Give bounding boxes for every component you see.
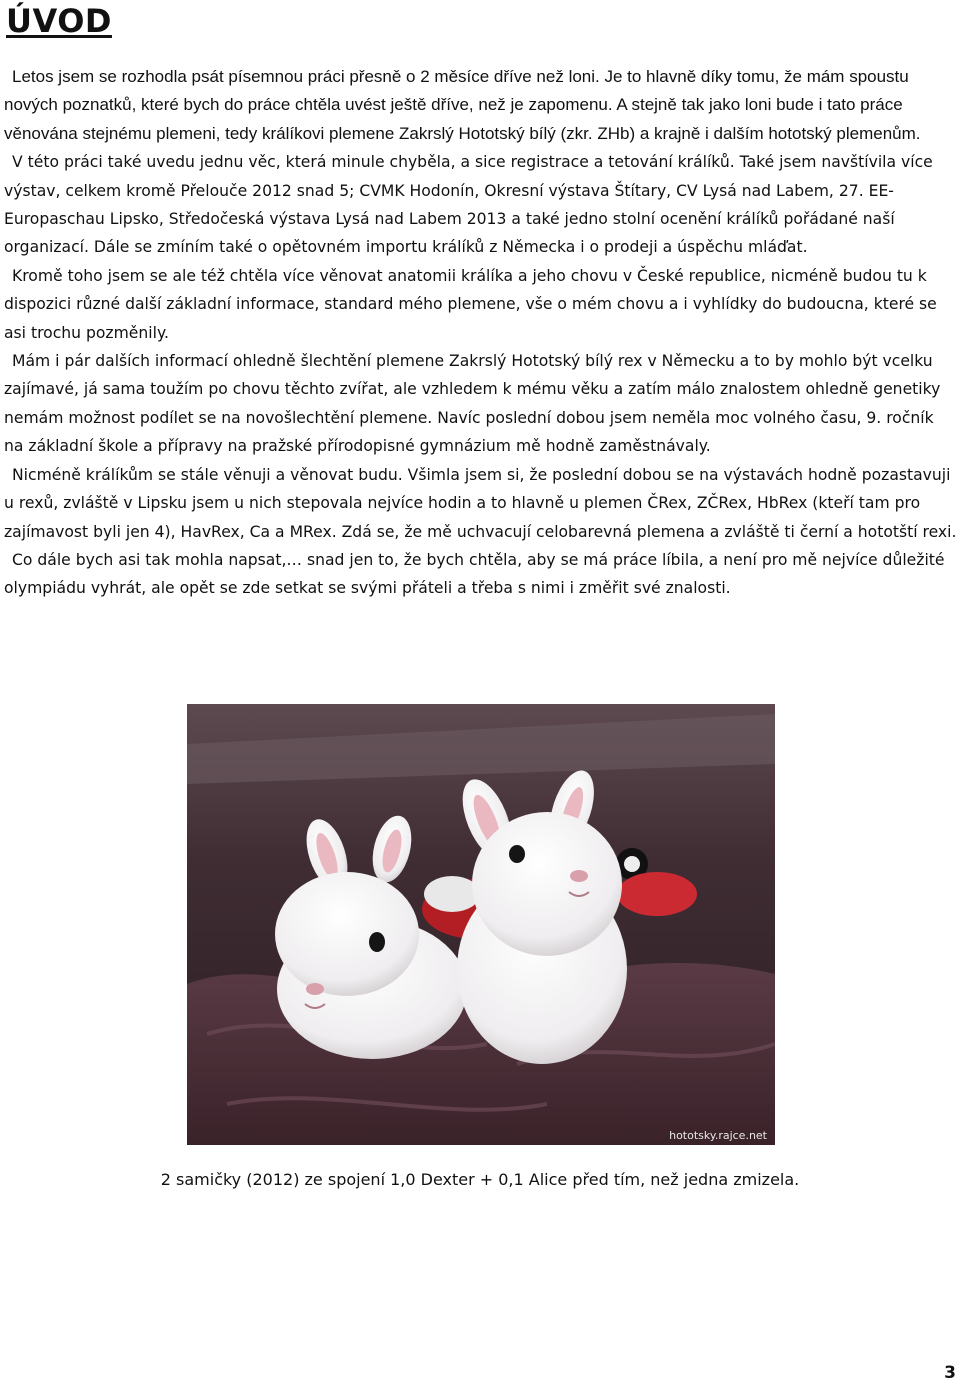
page-heading: ÚVOD [6,2,112,40]
paragraph-exhibitions: Nicméně králíkům se stále věnuji a věnovat budu. Všimla jsem si, že poslední dobou se na výstavách hodně pozastavuji u rexů, zvláště v Lipsku jsem u nich stepovala nejvíce hodin a to hlavně u plemen ČRex, ZČRex, HbRex (kteří tam pro zajímavost byli jen 4), HavRex, Ca a MRex. Zdá se, že mě uchvacují celobarevná plemena a zvláště ti černí a hototští rexi. [4,465,957,541]
photo-caption: 2 samičky (2012) ze spojení 1,0 Dexter + 0,1 Alice před tím, než jedna zmizela. [160,1170,800,1189]
rabbit-photo-drawing [187,704,775,1145]
paragraph-rex-breeding: Mám i pár dalších informací ohledně šlechtění plemene Zakrslý Hototský bílý rex v Německu a to by mohlo být vcelku zajímavé, já sama toužím po chovu těchto zvířat, ale vzhledem k mému věku a zatím málo znalostem ohledně genetiky nemám možnost podílet se na novošlechtění plemene. Navíc poslední dobou jsem neměla moc volného času, 9. ročník na základní škole a přípravy na pražské přírodopisné gymnázium mě hodně zaměstnávaly. [4,352,941,456]
paragraph-registration: V této práci také uvedu jednu věc, která minule chyběla, a sice registrace a tetování králíků. Také jsem navštívila více výstav, celkem kromě Přelouče 2012 snad 5; CVMK Hodonín, Okresní výstava Štítary, CV Lysá nad Labem, 27. EE-Europaschau Lipsko, Středočeská výstava Lysá nad Labem 2013 a také jedno stolní ocenění králíků pořádané naší organizací. Dále se zmíním také o opětovném importu králíků z Německa i o prodeji a úspěchu mláďat. [4,153,933,257]
paragraph-closing: Co dále bych asi tak mohla napsat,… snad jen to, že bych chtěla, aby se má práce líbila, a není pro mě nejvíce důležité olympiádu vyhrát, ale opět se zde setkat se svými přáteli a třeba s nimi i změřit své znalosti. [4,550,945,598]
paragraph-anatomy: Kromě toho jsem se ale též chtěla více věnovat anatomii králíka a jeho chovu v České republice, nicméně budou tu k dispozici různé další základní informace, standard mého plemene, vše o mém chovu a i vyhlídky do budoucna, které se asi trochu pozměnily. [4,266,937,342]
rabbit-photo [187,704,775,1145]
page-number: 3 [944,1363,956,1383]
body-text [4,63,958,603]
paragraph-intro: Letos jsem se rozhodla psát písemnou práci přesně o 2 měsíce dříve než loni. Je to hlavně díky tomu, že mám spoustu nových poznatků, které bych do práce chtěla uvést ještě dříve, než je zapomenu. A stejně tak jako loni bude i tato práce věnována stejnému plemeni, tedy králíkovi plemene Zakrslý Hototský bílý (zkr. ZHb) a krajně i dalším hototský plemenům. [4,67,921,143]
photo-watermark: hototsky.rajce.net [669,1129,767,1142]
